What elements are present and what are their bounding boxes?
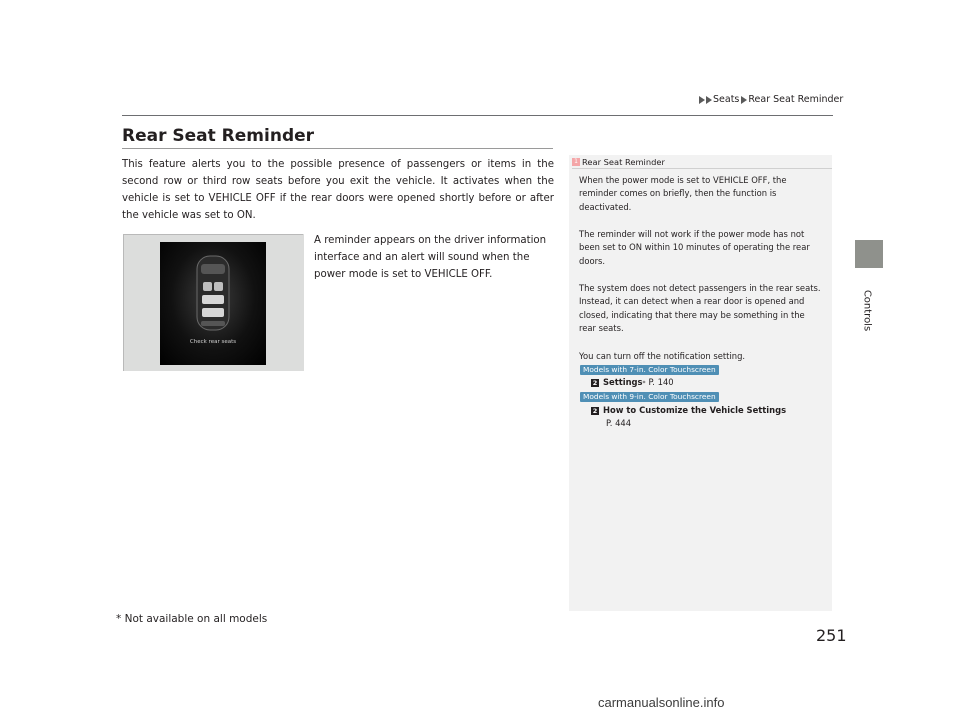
sidebar-heading — [572, 157, 665, 167]
model-badge-9in: Models with 9-in. Color Touchscreen — [580, 392, 719, 402]
driver-info-screen — [160, 242, 266, 365]
breadcrumb-arrow-icon — [699, 96, 705, 104]
cross-reference-icon: 2 — [592, 379, 598, 387]
model-badge-7in: Models with 7-in. Color Touchscreen — [580, 365, 719, 375]
breadcrumb-arrow-icon — [706, 96, 712, 104]
page-title: Rear Seat Reminder — [122, 126, 315, 146]
settings-link[interactable]: Settings — [603, 377, 643, 387]
cross-reference-icon: 2 — [592, 407, 598, 415]
watermark: carmanualsonline.info — [598, 695, 725, 710]
breadcrumb-arrow-icon — [741, 96, 747, 104]
sidebar-paragraph-3: The system does not detect passengers in the rear seats. Instead, it can detect when a rear door is opened and closed, indicating that there may be something in the rear seats. — [579, 283, 821, 334]
breadcrumb — [699, 94, 843, 105]
breadcrumb-rear-seat-reminder[interactable]: Rear Seat Reminder — [748, 94, 844, 105]
sidebar-paragraph-4: You can turn off the notification setting. — [579, 351, 746, 361]
title-rule — [122, 148, 553, 149]
note-number-icon: 1 — [572, 158, 580, 166]
sidebar-heading-text: Rear Seat Reminder — [582, 157, 665, 167]
header-rule — [122, 115, 833, 116]
body-paragraph-2: A reminder appears on the driver information interface and an alert will sound when the power mode is set to VEHICLE OFF. — [314, 235, 547, 280]
screen-caption: Check rear seats — [189, 339, 237, 345]
section-tab-label: Controls — [861, 289, 873, 332]
sidebar-rule — [572, 168, 832, 169]
breadcrumb-seats[interactable]: Seats — [713, 94, 740, 105]
car-topview-icon — [160, 242, 266, 365]
page-number: 251 — [816, 626, 847, 645]
sidebar-paragraph-1: When the power mode is set to VEHICLE OFF, the reminder comes on briefly, then the function is deactivated. — [579, 175, 787, 212]
customize-link[interactable]: How to Customize the Vehicle Settings — [603, 405, 787, 415]
customize-page: P. 444 — [606, 418, 632, 428]
section-tab-marker — [855, 240, 883, 268]
sidebar-paragraph-2: The reminder will not work if the power mode has not been set to ON within 10 minutes of operating the rear doors. — [579, 229, 810, 266]
customize-reference[interactable] — [591, 405, 786, 415]
footnote: * Not available on all models — [116, 613, 268, 625]
footnote-marker: * — [642, 380, 646, 387]
settings-reference[interactable] — [591, 377, 674, 387]
body-paragraph-1: This feature alerts you to the possible presence of passengers or items in the second row or third row seats before you exit the vehicle. It activates when the vehicle is set to VEHICLE OFF if the rear doors were opened shortly before or after the vehicle was set to ON. — [122, 159, 554, 221]
figure-top-rule — [123, 234, 303, 235]
settings-page: P. 140 — [648, 377, 674, 387]
